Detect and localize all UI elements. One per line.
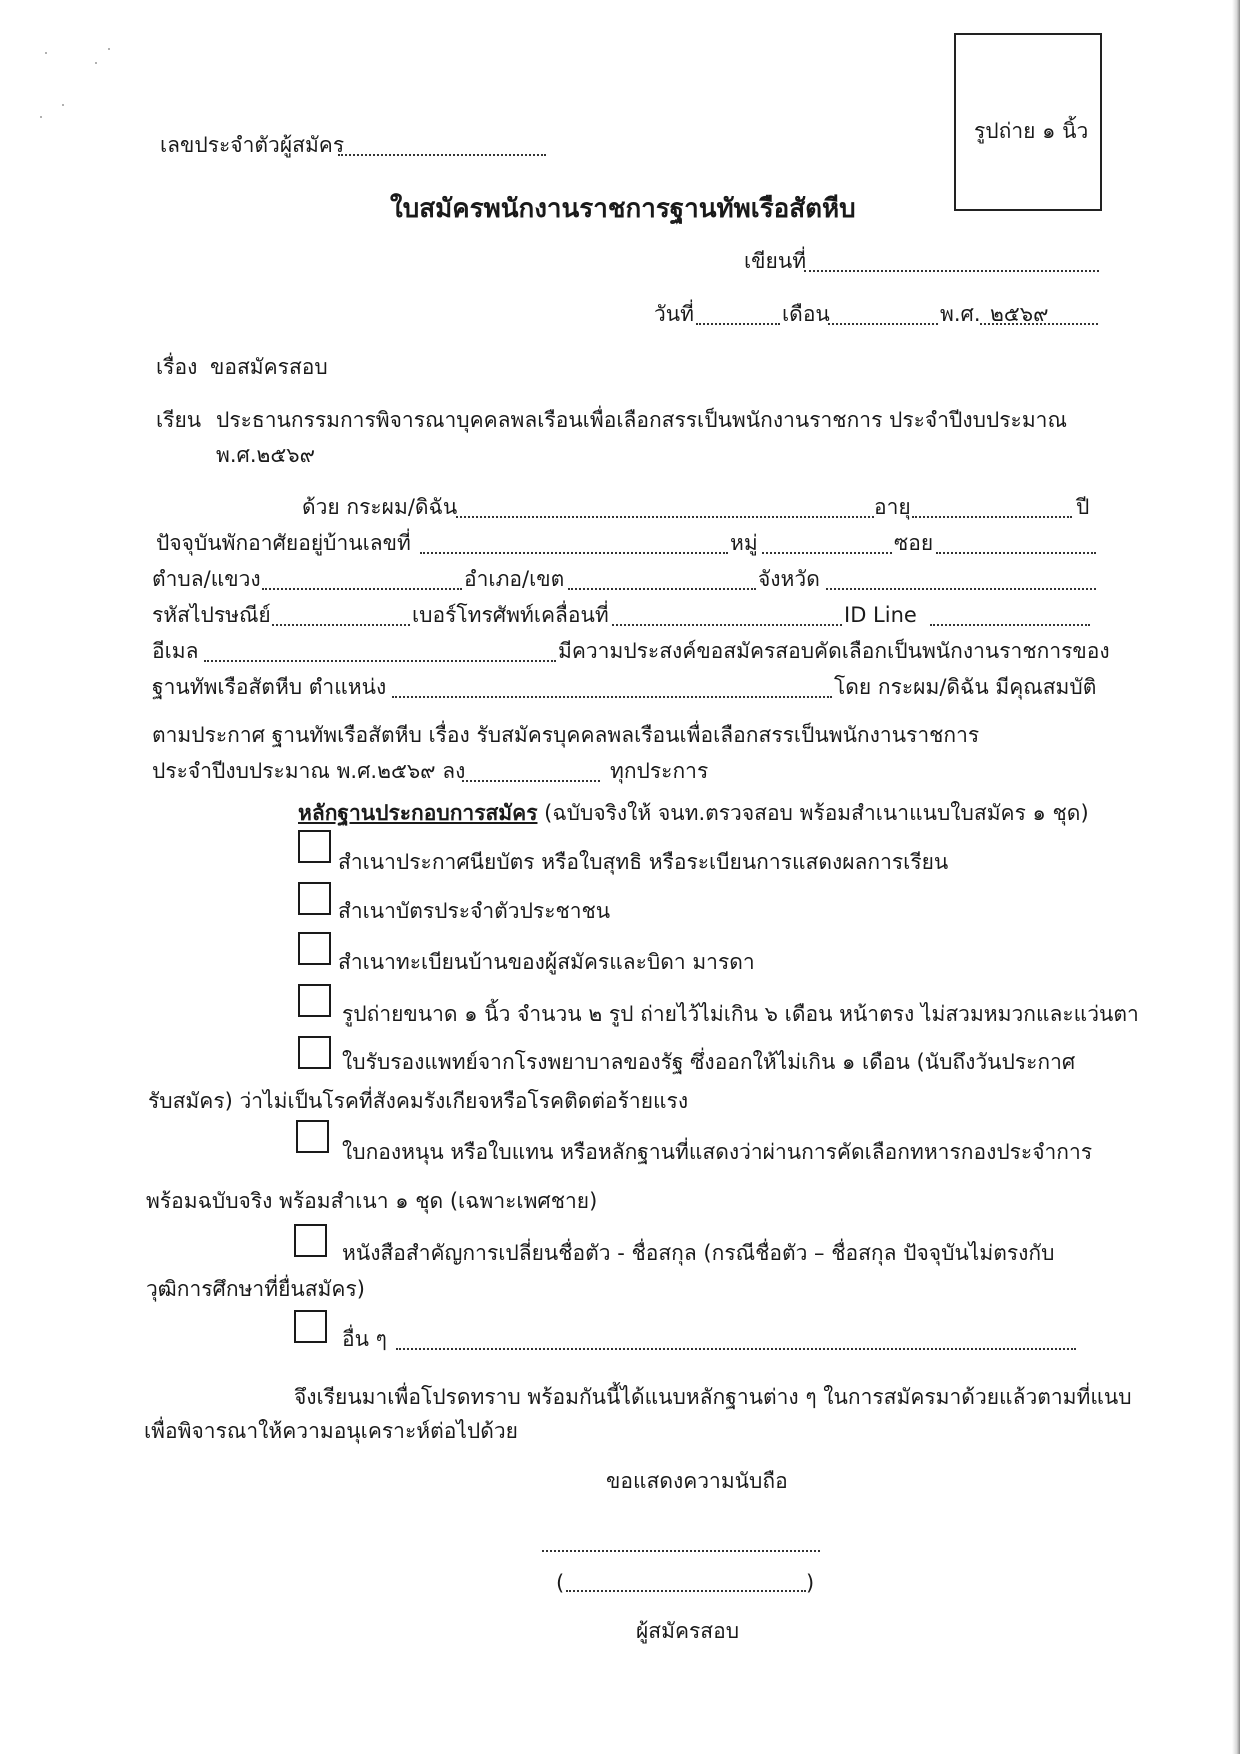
signature-field[interactable]	[542, 1550, 820, 1552]
applicant-id-label: เลขประจำตัวผู้สมัคร	[160, 133, 345, 157]
paren-close: )	[806, 1571, 815, 1595]
signer-role: ผู้สมัครสอบ	[636, 1619, 740, 1643]
scan-speck	[62, 104, 64, 106]
month-field[interactable]	[828, 323, 938, 325]
intent-text: มีความประสงค์ขอสมัครสอบคัดเลือกเป็นพนักงานราชการของ	[558, 639, 1110, 663]
written-at-label: เขียนที่	[744, 249, 807, 273]
province-label: จังหวัด	[758, 567, 820, 591]
page-title: ใบสมัครพนักงานราชการฐานทัพเรือสัตหีบ	[390, 194, 856, 224]
email-label: อีเมล	[152, 639, 199, 663]
scan-edge-shadow	[1232, 0, 1240, 1754]
evidence-heading-note: (ฉบับจริงให้ จนท.ตรวจสอบ พร้อมสำเนาแนบใบสมัคร ๑ ชุด)	[544, 801, 1089, 825]
line-id-label: ID Line	[844, 603, 917, 627]
evidence-item-2: สำเนาบัตรประจำตัวประชาชน	[338, 899, 611, 923]
year-label: พ.ศ.	[940, 302, 981, 326]
evidence-heading: หลักฐานประกอบการสมัคร	[298, 801, 538, 825]
evidence-checkbox-1[interactable]	[298, 830, 331, 863]
district-field[interactable]	[568, 588, 756, 590]
evidence-heading-row	[298, 798, 1089, 828]
date-signed-field[interactable]	[462, 780, 600, 782]
applicant-id-field[interactable]	[338, 154, 546, 156]
years-label: ปี	[1076, 495, 1090, 519]
photo-label: รูปถ่าย ๑ นิ้ว	[974, 119, 1089, 143]
evidence-checkbox-3[interactable]	[298, 932, 331, 965]
evidence-checkbox-5[interactable]	[298, 1036, 331, 1069]
email-field[interactable]	[204, 660, 556, 662]
evidence-checkbox-4[interactable]	[298, 984, 331, 1017]
scan-speck	[108, 48, 110, 50]
photo-box	[954, 33, 1102, 211]
closing-line-2: เพื่อพิจารณาให้ความอนุเคราะห์ต่อไปด้วย	[144, 1419, 518, 1443]
evidence-item-6: ใบกองหนุน หรือใบแทน หรือหลักฐานที่แสดงว่าผ่านการคัดเลือกทหารกองประจำการ	[342, 1140, 1093, 1164]
subject-label: เรื่อง	[156, 355, 198, 379]
month-label: เดือน	[782, 302, 830, 326]
position-field[interactable]	[392, 696, 832, 698]
mobile-field[interactable]	[612, 624, 842, 626]
year-value: ๒๕๖๙	[990, 302, 1049, 326]
evidence-item-3: สำเนาทะเบียนบ้านของผู้สมัครและบิดา มารดา	[338, 950, 755, 974]
base-position-label: ฐานทัพเรือสัตหีบ ตำแหน่ง	[152, 675, 387, 699]
age-field[interactable]	[912, 516, 1072, 518]
subdistrict-label: ตำบล/แขวง	[152, 567, 261, 591]
evidence-item-8: อื่น ๆ	[342, 1327, 387, 1351]
to-label: เรียน	[156, 408, 202, 432]
other-evidence-field[interactable]	[396, 1348, 1076, 1350]
evidence-item-6-cont: พร้อมฉบับจริง พร้อมสำเนา ๑ ชุด (เฉพาะเพศชาย)	[146, 1189, 598, 1213]
evidence-item-7: หนังสือสำคัญการเปลี่ยนชื่อตัว - ชื่อสกุล (กรณีชื่อตัว – ชื่อสกุล ปัจจุบันไม่ตรงกับ	[342, 1241, 1055, 1265]
day-field[interactable]	[696, 323, 780, 325]
regards-text: ขอแสดงความนับถือ	[606, 1469, 788, 1493]
with-name-label: ด้วย กระผม/ดิฉัน	[302, 495, 458, 519]
evidence-item-5-cont: รับสมัคร) ว่าไม่เป็นโรคที่สังคมรังเกียจหรือโรคติดต่อร้ายแรง	[148, 1089, 689, 1113]
evidence-checkbox-7[interactable]	[294, 1224, 327, 1257]
soi-label: ซอย	[894, 531, 934, 555]
province-field[interactable]	[826, 588, 1096, 590]
district-label: อำเภอ/เขต	[464, 567, 565, 591]
to-text: ประธานกรรมการพิจารณาบุคคลพลเรือนเพื่อเลือกสรรเป็นพนักงานราชการ ประจำปีงบประมาณ	[216, 408, 1067, 432]
postcode-field[interactable]	[272, 624, 410, 626]
scan-speck	[40, 116, 42, 118]
soi-field[interactable]	[936, 552, 1096, 554]
mobile-label: เบอร์โทรศัพท์เคลื่อนที่	[412, 603, 609, 627]
written-at-field[interactable]	[804, 270, 1099, 272]
to-text-line2: พ.ศ.๒๕๖๙	[216, 443, 315, 467]
evidence-item-1: สำเนาประกาศนียบัตร หรือใบสุทธิ หรือระเบียนการแสดงผลการเรียน	[338, 850, 949, 874]
fiscal-year-text: ประจำปีงบประมาณ พ.ศ.๒๕๖๙ ลง	[152, 759, 466, 783]
evidence-checkbox-8[interactable]	[294, 1310, 327, 1343]
evidence-checkbox-2[interactable]	[298, 882, 331, 915]
name-field[interactable]	[456, 516, 874, 518]
day-label: วันที่	[654, 302, 694, 326]
year-field[interactable]	[980, 323, 1098, 325]
scan-speck	[95, 62, 97, 64]
address-no-label: ปัจจุบันพักอาศัยอยู่บ้านเลขที่	[156, 531, 411, 555]
postcode-label: รหัสไปรษณีย์	[152, 603, 271, 627]
printed-name-field[interactable]	[566, 1590, 806, 1592]
announcement-text: ตามประกาศ ฐานทัพเรือสัตหีบ เรื่อง รับสมัครบุคคลพลเรือนเพื่อเลือกสรรเป็นพนักงานราชการ	[152, 723, 980, 747]
moo-label: หมู่	[730, 531, 758, 555]
qualified-text: โดย กระผม/ดิฉัน มีคุณสมบัติ	[834, 675, 1097, 699]
moo-field[interactable]	[762, 552, 892, 554]
subdistrict-field[interactable]	[262, 588, 462, 590]
evidence-item-4: รูปถ่ายขนาด ๑ นิ้ว จำนวน ๒ รูป ถ่ายไว้ไม่เกิน ๖ เดือน หน้าตรง ไม่สวมหมวกและแว่นตา	[342, 1002, 1139, 1026]
scan-speck	[45, 52, 47, 54]
paren-open: (	[556, 1571, 565, 1595]
all-respects-text: ทุกประการ	[610, 759, 709, 783]
address-no-field[interactable]	[420, 552, 728, 554]
age-label: อายุ	[874, 495, 911, 519]
evidence-item-5: ใบรับรองแพทย์จากโรงพยาบาลของรัฐ ซึ่งออกให้ไม่เกิน ๑ เดือน (นับถึงวันประกาศ	[342, 1050, 1076, 1074]
evidence-checkbox-6[interactable]	[296, 1120, 329, 1153]
line-id-field[interactable]	[930, 624, 1090, 626]
closing-line-1: จึงเรียนมาเพื่อโปรดทราบ พร้อมกันนี้ได้แนบหลักฐานต่าง ๆ ในการสมัครมาด้วยแล้วตามที่แนบ	[294, 1385, 1132, 1409]
subject-text: ขอสมัครสอบ	[210, 355, 328, 379]
evidence-item-7-cont: วุฒิการศึกษาที่ยื่นสมัคร)	[146, 1277, 365, 1301]
